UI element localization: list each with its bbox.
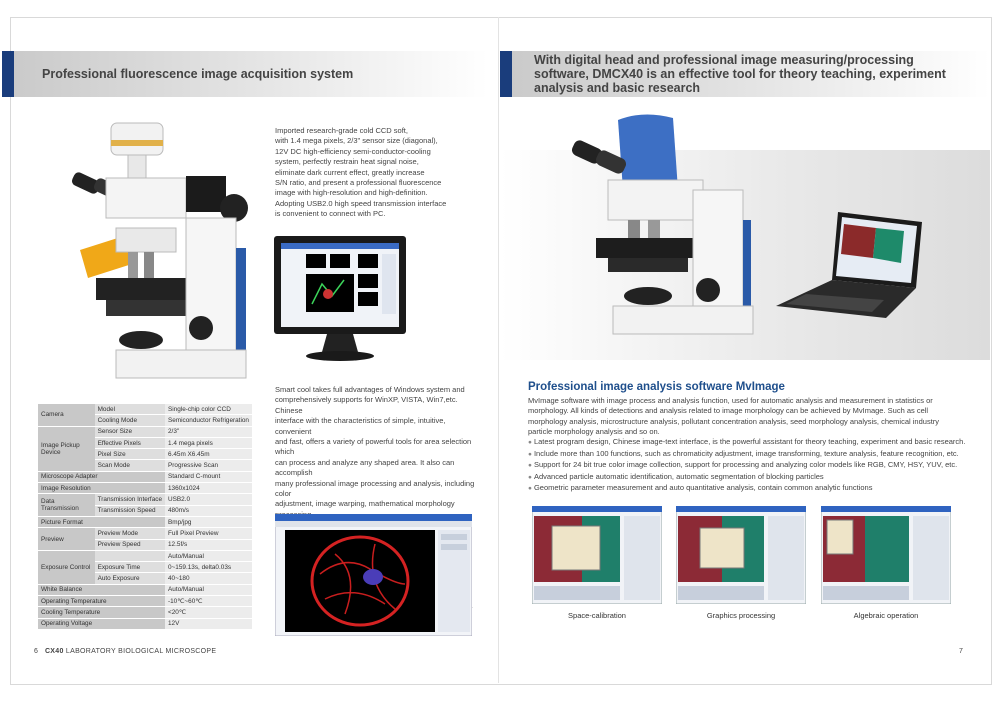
- caption-algebraic-operation: Algebraic operation: [853, 611, 919, 620]
- spec-value: Semiconductor Refrigeration: [165, 415, 252, 426]
- spec-label: Pixel Size: [95, 449, 165, 460]
- spec-label: Effective Pixels: [95, 437, 165, 448]
- spec-row: [38, 607, 252, 618]
- digital-microscope-image: [568, 110, 758, 342]
- spec-row: [38, 471, 252, 482]
- spec-label: Scan Mode: [95, 460, 165, 471]
- spec-label: Auto Exposure: [95, 573, 165, 584]
- left-footer: [34, 648, 216, 655]
- spec-group: Image Pickup Device: [38, 426, 95, 471]
- spec-label: [95, 550, 165, 561]
- spec-value: 480m/s: [165, 505, 252, 516]
- spec-group: Camera: [38, 404, 95, 426]
- footer-brand: CX40: [44, 648, 64, 655]
- software-intro: MvImage software with image process and analysis function, used for automatic analysis and measurement in statistics or morphology. All kinds of detections and analysis related to image morphology can be achieved by MvImage. Such as cell morphology analysis, microstructure analysis, pollutant concentration analysis, seed morphology analysis, chemical industry particle morphology analysis and so on.: [528, 396, 940, 437]
- spec-value: 12V: [165, 618, 252, 629]
- spec-row: [38, 494, 252, 505]
- camera-description: Imported research-grade cold CCD soft, with 1.4 mega pixels, 2/3" sensor size (diagonal), 12V DC high-efficiency semi-conductor-cooling system, perfectly restrain heat signal noise, eliminate dark current effect, greatly increase S/N ratio, and present a professional fluorescence image with high-resolution and high-definition. Adopting USB2.0 high speed transmission interface is convenient to connect with PC.: [275, 126, 447, 219]
- right-header-accent: [500, 51, 512, 97]
- fluorescence-microscope-image: [66, 118, 256, 383]
- spec-value: 40~180: [165, 573, 252, 584]
- spec-label: Preview Speed: [95, 539, 165, 550]
- page-number: 6: [34, 648, 39, 655]
- spec-value: USB2.0: [165, 494, 252, 505]
- spec-group: Data Transmission: [38, 494, 95, 517]
- spec-row: [38, 550, 252, 561]
- spec-value: Progressive Scan: [165, 460, 252, 471]
- feature-item: ● Advanced particle automatic identification, automatic segmentation of blocking particles: [528, 472, 988, 484]
- feature-item: ● Include more than 100 functions, such as chromaticity adjustment, image transforming, texture analysis, feature recognition, etc.: [528, 449, 988, 461]
- spec-label: Sensor Size: [95, 426, 165, 437]
- spec-row: [38, 584, 252, 595]
- caption-space-calibration: Space-calibration: [568, 611, 626, 620]
- spec-value: Full Pixel Preview: [165, 528, 252, 539]
- spec-value: Standard C-mount: [165, 471, 252, 482]
- spec-value: 12.5f/s: [165, 539, 252, 550]
- feature-item: ● Latest program design, Chinese image-text interface, is the powerful assistant for theory teaching, experiment and basic research.: [528, 437, 988, 449]
- spec-label: Exposure Time: [95, 562, 165, 573]
- spec-value: 2/3": [165, 426, 252, 437]
- spec-label: Model: [95, 404, 165, 415]
- caption-graphics-processing: Graphics processing: [706, 611, 776, 620]
- spec-row: [38, 404, 252, 415]
- monitor-image: [272, 234, 410, 364]
- right-page-number: 7: [959, 648, 964, 655]
- algebraic-operation-screenshot: [821, 506, 951, 604]
- spec-value: <20℃: [165, 607, 252, 618]
- spec-value: Bmp/jpg: [165, 516, 252, 527]
- footer-title: LABORATORY BIOLOGICAL MICROSCOPE: [65, 648, 217, 655]
- software-description: Smart cool takes full advantages of Windows system and comprehensively supports for WinXP, VISTA, Win7,etc. Chinese interface with the characteristics of simple, intuitive, convenient and fast, offers a variety of powerful tools for area selection which can process and analyze any shaped area. It also can accomplish many professional image processing and analysis, including color adjustment, image warping, mathematical morphology: [275, 385, 475, 509]
- spec-label: Preview Mode: [95, 528, 165, 539]
- spec-row: [38, 596, 252, 607]
- spec-value: -10℃~60℃: [165, 596, 252, 607]
- spec-value: Auto/Manual: [165, 550, 252, 561]
- spec-group: Exposure Control: [38, 550, 95, 584]
- spec-row: [38, 483, 252, 494]
- spec-value: Single-chip color CCD: [165, 404, 252, 415]
- feature-list: [528, 437, 988, 495]
- spec-group: Operating Voltage: [38, 618, 165, 629]
- section-title: Professional image analysis software MvImage: [528, 381, 785, 393]
- space-calibration-screenshot: [532, 506, 662, 604]
- spec-value: 1360x1024: [165, 483, 252, 494]
- page-divider: [498, 17, 499, 683]
- spec-group: Image Resolution: [38, 483, 165, 494]
- spec-label: Transmission Interface: [95, 494, 165, 505]
- cell-image-screenshot: [275, 514, 472, 636]
- right-page-title: With digital head and professional image measuring/processing software, DMCX40 is an effective tool for theory teaching, experiment analysis and basic research: [534, 53, 946, 95]
- graphics-processing-screenshot: [676, 506, 806, 604]
- spec-group: Operating Temperature: [38, 596, 165, 607]
- laptop-image: [776, 208, 924, 320]
- spec-value: 6.45m X6.45m: [165, 449, 252, 460]
- spec-row: [38, 426, 252, 437]
- spec-group: White Balance: [38, 584, 165, 595]
- spec-group: Cooling Temperature: [38, 607, 165, 618]
- spec-label: Transmission Speed: [95, 505, 165, 516]
- spec-value: Auto/Manual: [165, 584, 252, 595]
- spec-row: [38, 516, 252, 527]
- spec-value: 0~159.13s, delta0.03s: [165, 562, 252, 573]
- spec-label: Cooling Mode: [95, 415, 165, 426]
- spec-table: [38, 404, 252, 630]
- spec-group: Microscope Adapter: [38, 471, 165, 482]
- spec-group: Picture Format: [38, 516, 165, 527]
- feature-item: ● Support for 24 bit true color image collection, support for processing and analyzing color models like RGB, CMY, HSY, YUV, etc.: [528, 460, 988, 472]
- feature-item: ● Geometric parameter measurement and auto quantitative analysis, contain common analytic functions: [528, 483, 988, 495]
- left-page-title: Professional fluorescence image acquisition system: [42, 67, 354, 81]
- spec-row: [38, 528, 252, 539]
- left-header-accent: [2, 51, 14, 97]
- spec-group: Preview: [38, 528, 95, 551]
- spec-value: 1.4 mega pixels: [165, 437, 252, 448]
- spec-row: [38, 618, 252, 629]
